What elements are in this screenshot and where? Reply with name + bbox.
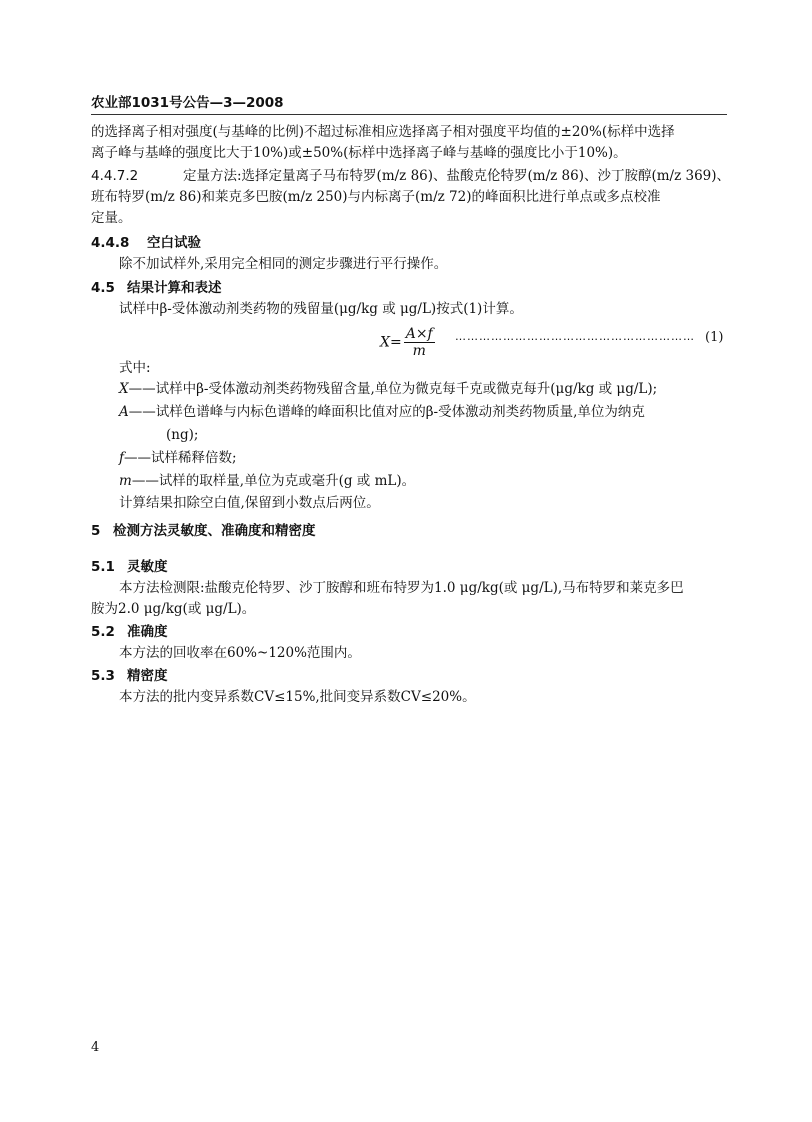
formula-leader-dots: ……………………………………………………: [455, 330, 695, 343]
symbol-dash: ——: [131, 473, 159, 489]
section-text-line-1: 定量方法:选择定量离子马布特罗(m/z 86)、盐酸克伦特罗(m/z 86)、沙丁胺醇(m/z 369)、: [183, 168, 731, 184]
symbol-desc: 试样中β-受体激动剂类药物残留含量,单位为微克每千克或微克每升(μg/kg 或 μg/L);: [155, 381, 658, 397]
symbol-dash: ——: [128, 381, 156, 397]
page-number: 4: [91, 1040, 100, 1055]
symbol-row-x: [119, 379, 729, 400]
section-4-5: [91, 278, 731, 320]
symbol-row-f: [119, 448, 729, 469]
section-number: 5.3: [91, 668, 115, 684]
formula-lhs: X=: [380, 334, 402, 351]
section-number: 5.1: [91, 559, 115, 575]
formula-numerator: A×f: [405, 326, 433, 342]
section-text-line-3: 定量。: [91, 210, 132, 226]
section-title: 准确度: [127, 624, 168, 640]
symbol-desc: (ng);: [166, 427, 199, 443]
section-5-2: [91, 622, 731, 664]
section-text: 本方法的回收率在60%~120%范围内。: [119, 645, 361, 661]
document-header: 农业部1031号公告—3—2008: [91, 95, 284, 111]
symbol: f: [119, 450, 124, 466]
symbol-desc: 试样色谱峰与内标色谱峰的峰面积比值对应的β-受体激动剂类药物质量,单位为纳克: [155, 404, 645, 420]
section-number: 5: [91, 523, 101, 539]
section-5-1: [91, 557, 731, 620]
section-title: 灵敏度: [127, 559, 168, 575]
section-number: 4.5: [91, 280, 115, 296]
calculation-note: 计算结果扣除空白值,保留到小数点后两位。: [119, 495, 380, 511]
symbol-row-m: [119, 471, 729, 492]
section-text-line-2: 胺为2.0 μg/kg(或 μg/L)。: [91, 601, 256, 617]
section-title: 精密度: [127, 668, 168, 684]
symbol-row-a-continued: [119, 425, 776, 446]
section-title: 空白试验: [147, 235, 201, 251]
where-label: 式中:: [119, 360, 151, 376]
section-number: 4.4.7.2: [91, 168, 139, 184]
section-title: 结果计算和表述: [127, 280, 222, 296]
continuation-paragraph: [91, 122, 731, 164]
symbol-desc: 试样稀释倍数;: [151, 450, 237, 466]
formula-fraction: [404, 326, 435, 359]
section-5-3: [91, 666, 731, 708]
section-intro: 试样中β-受体激动剂类药物的残留量(μg/kg 或 μg/L)按式(1)计算。: [119, 301, 523, 317]
continuation-line-1: 的选择离子相对强度(与基峰的比例)不超过标准相应选择离子相对强度平均值的±20%(标样中选择: [91, 124, 675, 140]
section-title: 检测方法灵敏度、准确度和精密度: [113, 523, 316, 539]
formula-denominator: m: [412, 343, 426, 359]
section-4-4-8: [91, 233, 731, 275]
symbol-dash: ——: [128, 404, 156, 420]
header-rule: [91, 114, 727, 115]
symbol-desc: 试样的取样量,单位为克或毫升(g 或 mL)。: [158, 473, 416, 489]
section-text: 本方法的批内变异系数CV≤15%,批间变异系数CV≤20%。: [119, 689, 476, 705]
symbol: X: [119, 381, 129, 397]
section-5-heading: [91, 521, 731, 542]
symbol: m: [119, 473, 132, 489]
section-4-4-7-2: [91, 166, 731, 229]
symbol: A: [119, 404, 129, 420]
symbol-dash: ——: [124, 450, 151, 466]
continuation-line-2: 离子峰与基峰的强度比大于10%)或±50%(标样中选择离子峰与基峰的强度比小于10%)。: [91, 145, 627, 161]
section-text-line-2: 班布特罗(m/z 86)和莱克多巴胺(m/z 250)与内标离子(m/z 72)的峰面积比进行单点或多点校准: [91, 189, 661, 205]
formula: [380, 326, 435, 359]
symbol-row-a: [119, 402, 729, 423]
equation-number: (1): [705, 330, 724, 345]
section-number: 5.2: [91, 624, 115, 640]
section-text: 除不加试样外,采用完全相同的测定步骤进行平行操作。: [119, 256, 448, 272]
section-number: 4.4.8: [91, 235, 130, 251]
section-text-line-1: 本方法检测限:盐酸克伦特罗、沙丁胺醇和班布特罗为1.0 μg/kg(或 μg/L),马布特罗和莱克多巴: [119, 580, 684, 596]
